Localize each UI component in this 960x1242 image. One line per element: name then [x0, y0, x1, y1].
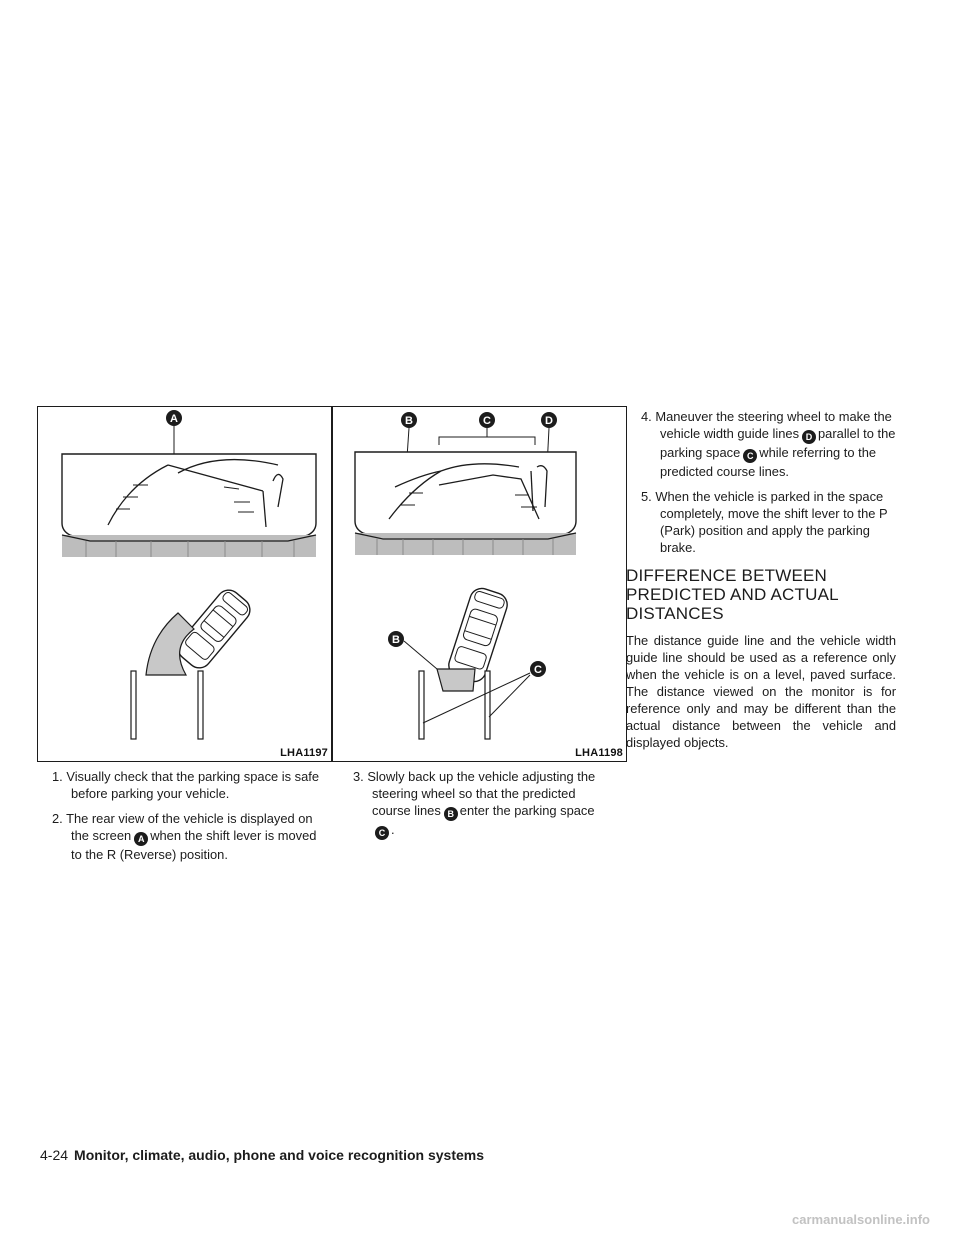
chapter-title: Monitor, climate, audio, phone and voice recognition systems — [74, 1147, 484, 1163]
watermark: carmanualsonline.info — [792, 1212, 930, 1227]
callout-b-lower-label: B — [392, 634, 400, 646]
page-footer — [40, 1147, 484, 1163]
ref-b-icon: B — [444, 807, 458, 821]
figure-code: LHA1198 — [575, 747, 623, 759]
page-number: 4-24 — [40, 1147, 69, 1163]
ref-c-icon: C — [375, 826, 389, 840]
callout-a-label: A — [170, 413, 178, 425]
step-5: 5. When the vehicle is parked in the space completely, move the shift lever to the P (Park) position and apply the parking brake. — [641, 489, 888, 555]
ref-d-icon: D — [802, 430, 816, 444]
step-1: 1. Visually check that the parking space is safe before parking your vehicle. — [52, 769, 320, 801]
callout-b-label: B — [405, 415, 413, 427]
steps-column-3 — [626, 408, 896, 759]
callout-d-label: D — [545, 415, 553, 427]
rear-view-illustration-a — [38, 407, 333, 763]
section-body: The distance guide line and the vehicle width guide line should be used as a reference only when the vehicle is on a level, paved surface. The distance viewed on the monitor is for reference only and may be different than the actual distance between the vehicle and displayed objects. — [626, 633, 896, 750]
steps-column-1 — [37, 768, 324, 871]
bumper-band — [62, 535, 316, 557]
rear-view-illustration-bcd — [333, 407, 628, 763]
callout-c-label: C — [483, 415, 491, 427]
monitor-screen — [62, 454, 316, 541]
steps-column-2 — [338, 768, 602, 848]
figure-lha1198 — [332, 406, 627, 762]
predicted-path — [437, 669, 475, 691]
step-2: 2. The rear view of the vehicle is displayed on the screen A when the shift lever is moved to the R (Reverse) position. — [52, 811, 317, 862]
step-4: 4. Maneuver the steering wheel to make the vehicle width guide lines D parallel to the parking space C while referring to the predicted course lines. — [641, 409, 896, 479]
ref-a-icon: A — [134, 832, 148, 846]
step-3: 3. Slowly back up the vehicle adjusting the steering wheel so that the predicted course lines B enter the parking spaceC . — [353, 769, 596, 838]
figure-code: LHA1197 — [280, 747, 328, 759]
figure-lha1197 — [37, 406, 332, 762]
parking-space-lines — [131, 671, 203, 739]
ref-c-icon: C — [743, 449, 757, 463]
section-heading: DIFFERENCE BETWEEN PREDICTED AND ACTUAL DISTANCES — [626, 566, 839, 623]
callout-c-lower-label: C — [534, 664, 542, 676]
